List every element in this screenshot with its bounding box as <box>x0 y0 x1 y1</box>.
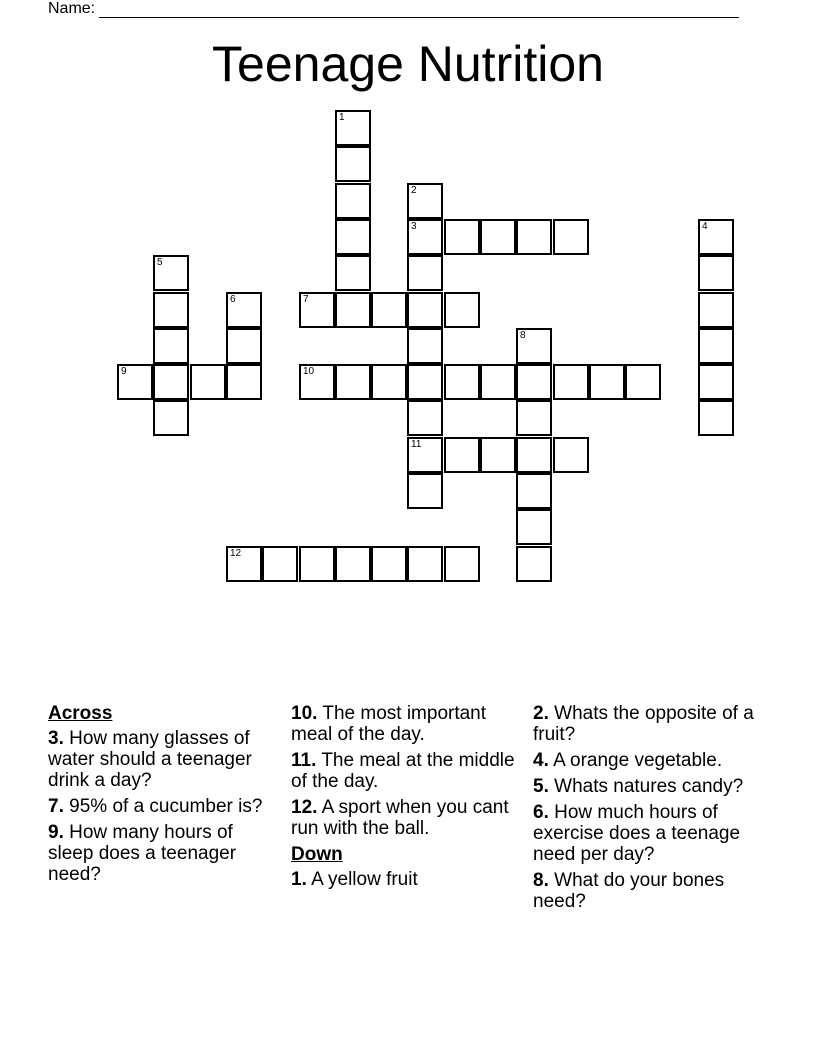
crossword-cell[interactable] <box>335 364 371 400</box>
clue-down-1 <box>291 869 523 890</box>
crossword-cell[interactable] <box>516 473 552 509</box>
crossword-cell[interactable] <box>153 364 189 400</box>
crossword-cell[interactable] <box>480 219 516 255</box>
crossword-cell[interactable] <box>407 473 443 509</box>
across-heading: Across <box>48 703 113 724</box>
crossword-cell[interactable] <box>371 292 407 328</box>
cell-number: 11 <box>411 439 422 450</box>
crossword-cell[interactable] <box>625 364 661 400</box>
clue-number: 3. <box>48 728 64 749</box>
crossword-cell[interactable] <box>407 219 443 255</box>
clue-text: What do your bones need? <box>533 870 725 912</box>
crossword-cell[interactable] <box>407 292 443 328</box>
cell-number: 3 <box>411 221 417 232</box>
crossword-cell[interactable] <box>299 364 335 400</box>
clue-text: Whats the opposite of a fruit? <box>533 703 754 745</box>
crossword-cell[interactable] <box>407 400 443 436</box>
crossword-cell[interactable] <box>335 255 371 291</box>
clue-number: 10. <box>291 703 318 724</box>
cell-number: 7 <box>303 294 309 305</box>
cell-number: 12 <box>230 548 242 559</box>
crossword-cell[interactable] <box>516 509 552 545</box>
clue-number: 11. <box>291 750 317 771</box>
crossword-cell[interactable] <box>516 364 552 400</box>
crossword-cell[interactable] <box>407 546 443 582</box>
crossword-cell[interactable] <box>698 219 734 255</box>
clue-text: How many glasses of water should a teenager drink a day? <box>48 728 252 791</box>
clue-column-2 <box>291 703 523 895</box>
crossword-cell[interactable] <box>444 219 480 255</box>
clue-number: 8. <box>533 870 549 891</box>
clue-column-3 <box>533 703 765 917</box>
crossword-cell[interactable] <box>698 328 734 364</box>
clue-down-8 <box>533 870 765 912</box>
crossword-cell[interactable] <box>262 546 298 582</box>
clue-down-2 <box>533 703 765 745</box>
clue-across-11 <box>291 750 523 792</box>
clue-text: How much hours of exercise does a teenage need per day? <box>533 802 741 865</box>
crossword-cell[interactable] <box>299 546 335 582</box>
clue-number: 2. <box>533 703 549 724</box>
clue-number: 9. <box>48 822 64 843</box>
clue-across-9 <box>48 822 280 885</box>
crossword-cell[interactable] <box>335 146 371 182</box>
clue-text: A orange vegetable. <box>553 750 723 771</box>
crossword-cell[interactable] <box>698 364 734 400</box>
crossword-cell[interactable] <box>153 292 189 328</box>
clue-text: How many hours of sleep does a teenager need? <box>48 822 237 885</box>
clue-text: The most important meal of the day. <box>291 703 487 745</box>
clue-down-6 <box>533 802 765 865</box>
crossword-cell[interactable] <box>516 400 552 436</box>
clue-across-10 <box>291 703 523 745</box>
cell-number: 4 <box>702 221 708 232</box>
clue-text: A sport when you cant run with the ball. <box>291 797 509 839</box>
crossword-cell[interactable] <box>516 437 552 473</box>
cell-number: 9 <box>121 366 127 377</box>
down-heading: Down <box>291 844 343 865</box>
clue-text: 95% of a cucumber is? <box>69 796 263 817</box>
crossword-cell[interactable] <box>226 546 262 582</box>
crossword-cell[interactable] <box>335 219 371 255</box>
crossword-cell[interactable] <box>335 110 371 146</box>
crossword-cell[interactable] <box>153 400 189 436</box>
crossword-cell[interactable] <box>117 364 153 400</box>
crossword-cell[interactable] <box>226 364 262 400</box>
crossword-cell[interactable] <box>553 219 589 255</box>
cell-number: 1 <box>339 112 345 123</box>
clue-number: 6. <box>533 802 549 823</box>
cell-number: 6 <box>230 294 236 305</box>
crossword-cell[interactable] <box>444 292 480 328</box>
crossword-cell[interactable] <box>407 255 443 291</box>
crossword-cell[interactable] <box>698 292 734 328</box>
clue-number: 7. <box>48 796 64 817</box>
crossword-cell[interactable] <box>553 437 589 473</box>
clue-text: Whats natures candy? <box>554 776 744 797</box>
crossword-cell[interactable] <box>553 364 589 400</box>
cell-number: 10 <box>303 366 315 377</box>
page-title: Teenage Nutrition <box>212 36 604 92</box>
crossword-cell[interactable] <box>190 364 226 400</box>
crossword-cell[interactable] <box>444 546 480 582</box>
crossword-cell[interactable] <box>371 364 407 400</box>
crossword-cell[interactable] <box>153 255 189 291</box>
crossword-cell[interactable] <box>444 437 480 473</box>
clue-down-5 <box>533 776 765 797</box>
crossword-cell[interactable] <box>371 546 407 582</box>
crossword-cell[interactable] <box>589 364 625 400</box>
crossword-cell[interactable] <box>407 328 443 364</box>
name-label: Name: <box>48 0 96 17</box>
crossword-cell[interactable] <box>698 400 734 436</box>
crossword-cell[interactable] <box>299 292 335 328</box>
crossword-cell[interactable] <box>698 255 734 291</box>
clue-number: 5. <box>533 776 549 797</box>
cell-number: 2 <box>411 185 417 196</box>
clue-text: The meal at the middle of the day. <box>291 750 515 792</box>
crossword-cell[interactable] <box>516 219 552 255</box>
clue-number: 1. <box>291 869 307 890</box>
crossword-cell[interactable] <box>335 546 371 582</box>
crossword-cell[interactable] <box>407 364 443 400</box>
crossword-cell[interactable] <box>153 328 189 364</box>
crossword-cell[interactable] <box>407 437 443 473</box>
crossword-cell[interactable] <box>407 183 443 219</box>
crossword-cell[interactable] <box>335 183 371 219</box>
crossword-cell[interactable] <box>516 328 552 364</box>
clue-across-12 <box>291 797 523 839</box>
clue-text: A yellow fruit <box>311 869 418 890</box>
crossword-cell[interactable] <box>480 437 516 473</box>
clue-down-4 <box>533 750 765 771</box>
clue-across-3 <box>48 728 280 791</box>
clue-number: 12. <box>291 797 318 818</box>
crossword-cell[interactable] <box>444 364 480 400</box>
crossword-cell[interactable] <box>335 292 371 328</box>
cell-number: 8 <box>520 330 526 341</box>
clue-across-7 <box>48 796 280 817</box>
crossword-cell[interactable] <box>480 364 516 400</box>
crossword-cell[interactable] <box>226 292 262 328</box>
crossword-cell[interactable] <box>516 546 552 582</box>
cell-number: 5 <box>157 257 163 268</box>
crossword-cell[interactable] <box>226 328 262 364</box>
clue-number: 4. <box>533 750 549 771</box>
clue-column-1 <box>48 703 280 890</box>
